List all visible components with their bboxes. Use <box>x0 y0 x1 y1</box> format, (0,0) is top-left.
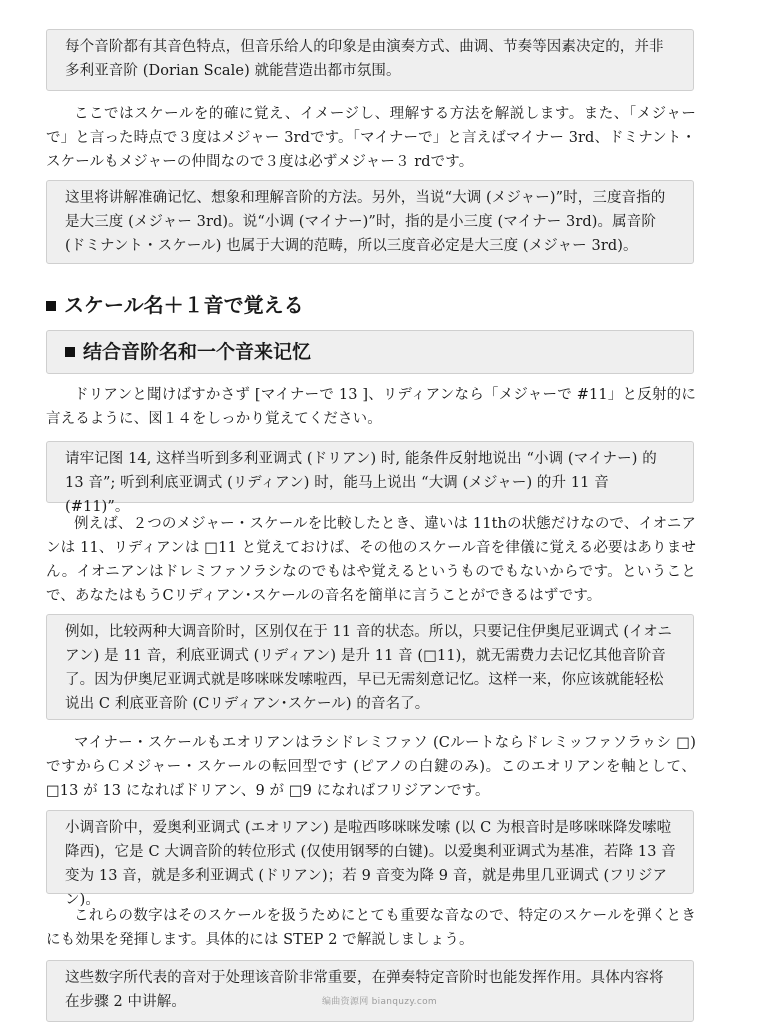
translation-text-4: 例如，比较两种大调音阶时，区别仅在于 11 音的状态。所以，只要记住伊奥尼亚调式 (イオニアン) 是 11 音，利底亚调式 (リディアン) 是升 11 音 (□11)，就无需费力去记忆其他音阶音了。因为伊奥尼亚调式就是哆咪咪发嗦啦西，早已无需刻意记忆。这样一来，你应该就能轻松说出 C 利底亚音阶 (Cリディアン･スケール) 的音名了。 <box>65 624 672 712</box>
translation-box-6 <box>46 960 694 1022</box>
paragraph-2: ドリアンと聞けばすかさず [マイナーで 13 ]、リディアンなら「メジャーで #11」と反射的に言えるように、図１４をしっかり覚えてください。 <box>46 387 696 427</box>
translation-text-5: 小调音阶中，爱奥利亚调式 (エオリアン) 是啦西哆咪咪发嗦 (以 C 为根音时是哆咪咪降发嗦啦降西)，它是 C 大调音阶的转位形式 (仅使用钢琴的白键)。以爱奥利亚调式为基准，若降 13 音变为 13 音，就是多利亚调式 (ドリアン)；若 9 音变为降 9 音，就是弗里几亚调式 (フリジアン)。 <box>65 820 676 908</box>
subsection-heading-box <box>46 330 694 374</box>
section-heading <box>46 288 304 322</box>
translation-box-1 <box>46 29 694 91</box>
square-bullet-icon <box>46 301 56 311</box>
paragraph-4: マイナー・スケールもエオリアンはラシドレミファソ (Cルートならドレミッファソラゥシ □) ですからＣメジャー・スケールの転回型です (ピアノの白鍵のみ)。このエオリアンを軸として、□13 が 13 になればドリアン、9 が □9 になればフリジアンです。 <box>46 735 696 799</box>
square-bullet-icon <box>65 347 75 357</box>
translation-text-1: 每个音阶都有其音色特点，但音乐给人的印象是由演奏方式、曲调、节奏等因素决定的，并非多利亚音阶 (Dorian Scale) 就能营造出都市氛围。 <box>65 39 664 79</box>
paragraph-5: これらの数字はそのスケールを扱うためにとても重要な音なので、特定のスケールを弾くときにも効果を発揮します。具体的には STEP 2 で解説しましょう。 <box>46 908 696 948</box>
watermark: 编曲资源网 bianquzy.com <box>322 997 437 1007</box>
paragraph-3: 例えば、２つのメジャー・スケールを比較したとき、違いは 11thの状態だけなので、イオニアンは 11、リディアンは □11 と覚えておけば、その他のスケール音を律儀に覚える必要はありません。イオニアンはドレミファソラシなのでもはや覚えるというものでもないからです。ということで、あなたはもうCリディアン･スケールの音名を簡単に言うことができるはずです。 <box>46 516 696 604</box>
translation-text-6: 这些数字所代表的音对于处理该音阶非常重要，在弹奏特定音阶时也能发挥作用。具体内容将在步骤 2 中讲解。 <box>65 970 664 1010</box>
translation-text-3: 请牢记图 14, 这样当听到多利亚调式 (ドリアン) 时, 能条件反射地说出 “小调 (マイナー) 的 13 音”; 听到利底亚调式 (リディアン) 时，能马上说出 “大调 (メジャー) 的升 11 音 (#11)”。 <box>65 451 657 515</box>
translation-box-2 <box>46 180 694 264</box>
section-heading-text: スケール名＋１音で覚える <box>64 293 304 317</box>
translation-text-2: 这里将讲解准确记忆、想象和理解音阶的方法。另外，当说“大调 (メジャー)”时，三度音指的是大三度 (メジャー 3rd)。说“小调 (マイナー)”时，指的是小三度 (マイナー 3rd)。属音阶 (ドミナント・スケール) 也属于大调的范畴，所以三度音必定是大三度 (メジャー 3rd)。 <box>65 190 666 254</box>
translation-box-4 <box>46 614 694 720</box>
translation-box-5 <box>46 810 694 908</box>
paragraph-1: ここではスケールを的確に覚え、イメージし、理解する方法を解説します。また、「メジャーで」と言った時点で３度はメジャー 3rdです。「マイナーで」と言えばマイナー 3rd、ドミナント・スケールもメジャーの仲間なので３度は必ずメジャー３ rdです。 <box>46 106 696 170</box>
translation-box-3 <box>46 441 694 515</box>
subsection-heading-text: 结合音阶名和一个音来记忆 <box>83 341 312 363</box>
